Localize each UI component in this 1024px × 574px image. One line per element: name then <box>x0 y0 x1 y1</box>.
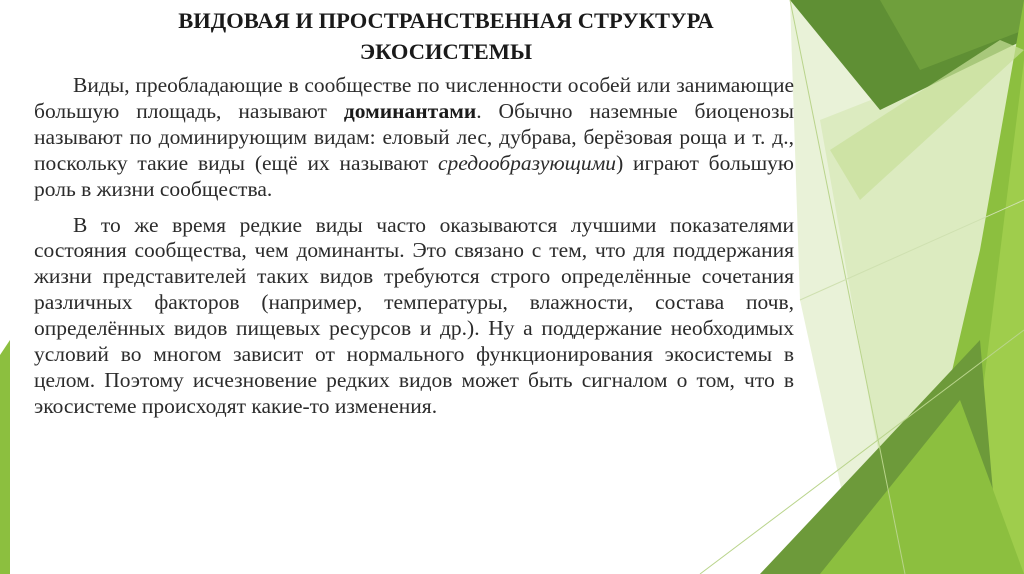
title-line-1: ВИДОВАЯ И ПРОСТРАНСТВЕННАЯ СТРУКТУРА <box>178 8 714 33</box>
dominants-term: доминантами <box>343 98 477 123</box>
paragraph-1-part-1: Виды, преобладающие в сообществе по численности особей или занимающие большую площадь, называют <box>34 73 794 123</box>
environment-forming-term: средообразующими <box>437 150 617 175</box>
paragraph-1-part-2: . Обычно наземные биоценозы называют по доминирующим видам: еловый лес, дубрава, берёзовая роща и т. д., поскольку такие виды (ещё их называют <box>34 98 794 175</box>
slide-title <box>96 5 796 67</box>
paragraph-1 <box>34 73 794 203</box>
body-text <box>34 73 794 420</box>
title-line-2: ЭКОСИСТЕМЫ <box>359 39 533 64</box>
paragraph-1-part-3: ) играют большую роль в жизни сообщества. <box>34 150 794 201</box>
paragraph-2: В то же время редкие виды часто оказываются лучшими показателями состояния сообщества, чем доминанты. Это связано с тем, что для поддержания жизни представителей таких видов требуются строго определённые сочетания различных факторов (например, температуры, влажности, состава почв, определённых видов пищевых ресурсов и др.). Ну а поддержание необходимых условий во многом зависит от нормального функционирования экосистемы в целом. Поэтому исчезновение редких видов может быть сигналом о том, что в экосистеме происходят какие-то изменения. <box>34 212 794 418</box>
